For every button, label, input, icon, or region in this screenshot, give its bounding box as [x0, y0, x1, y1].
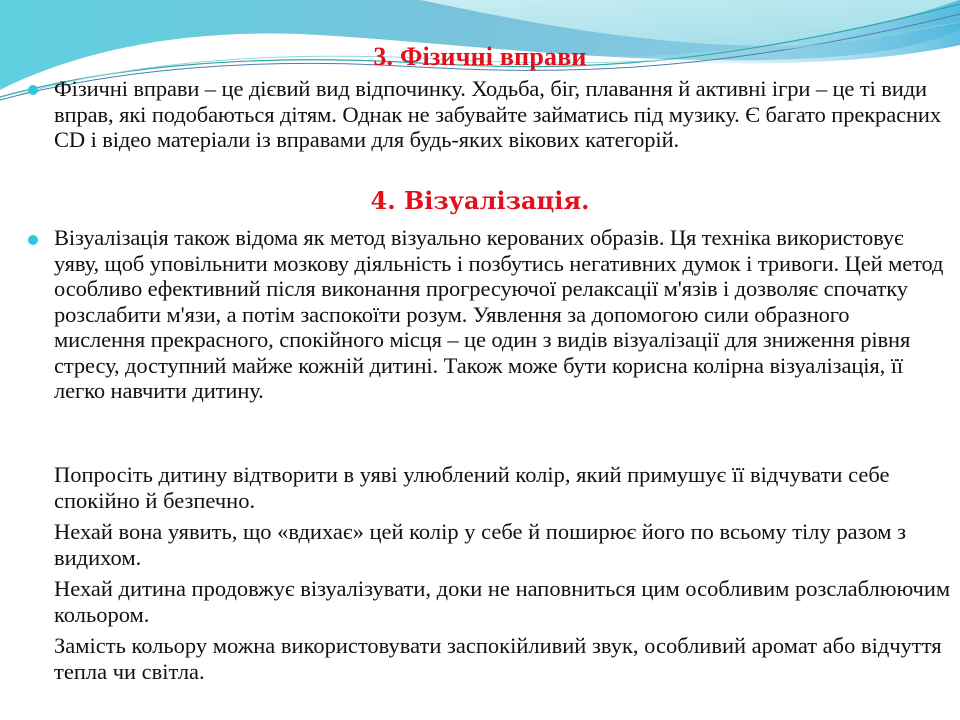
visualization-step-1: Попросіть дитину відтворити в уяві улюблений колір, який примушує її відчувати себе спокійно й безпечно.	[54, 462, 890, 513]
visualization-step-4: Замість кольору можна використовувати заспокійливий звук, особливий аромат або відчуття тепла чи світла.	[54, 633, 942, 684]
visualization-step-2: Нехай вона уявить, що «вдихає» цей колір у себе й поширює його по всьому тілу разом з видихом.	[54, 519, 906, 570]
bullet-icon	[28, 85, 38, 95]
section-4-paragraph: Візуалізація також відома як метод візуально керованих образів. Ця техніка використовує уяву, щоб уповільнити мозкову діяльність і позбутись негативних думок і тривоги. Цей метод особливо ефективний після виконання прогресуючої релаксації м'язів і дозволяє спочатку розслабити м'язи, а потім заспокоїти розум. Уявлення за допомогою сили образного мислення прекрасного, спокійного місця – це один з видів візуалізації для зниження рівня стресу, доступний майже кожній дитині. Також може бути корисна колірна візуалізація, її легко навчити дитину.	[54, 225, 944, 403]
bullet-icon	[28, 235, 38, 245]
visualization-step-3: Нехай дитина продовжує візуалізувати, доки не наповниться цим особливим розслаблюючим кольором.	[54, 576, 951, 627]
section-3-paragraph: Фізичні вправи – це дієвий вид відпочинку. Ходьба, біг, плавання й активні ігри – це ті види вправ, які подобаються дітям. Однак не забувайте займатись під музику. Є багато прекрасних CD і відео матеріали із вправами для будь-яких вікових категорій.	[54, 76, 942, 152]
section-4-heading: 4. Візуалізація.	[370, 186, 590, 215]
section-3-heading: 3. Фізичні вправи	[373, 42, 587, 71]
